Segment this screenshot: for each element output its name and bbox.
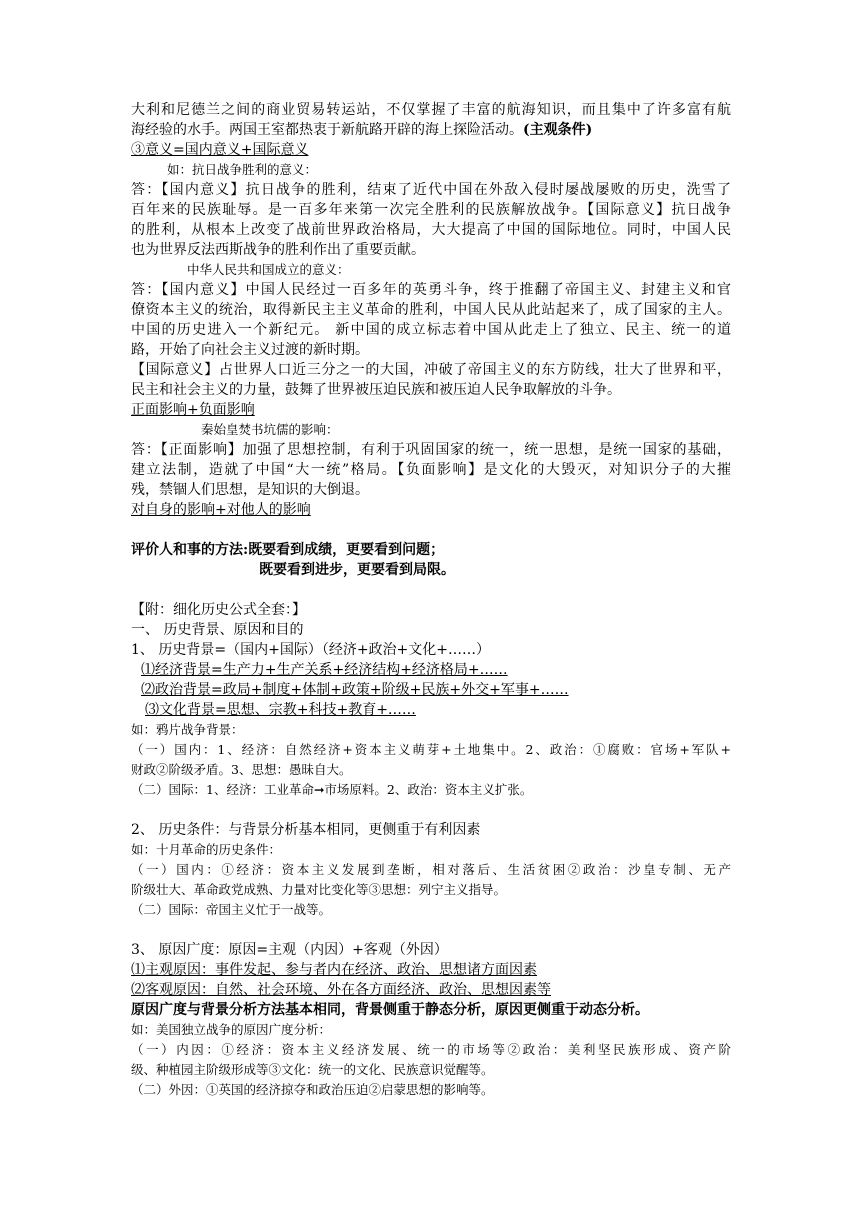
- answer-line: 路，开始了向社会主义过渡的新时期。: [131, 342, 369, 358]
- background-cultural: ⑶文化背景=思想、宗教+科技+教育+……: [145, 702, 416, 718]
- influence-formula-2: 对自身的影响+对他人的影响: [131, 502, 311, 518]
- example-heading: 如：抗日战争胜利的意义：: [167, 162, 318, 177]
- example-line: 财政②阶级矛盾。3、思想：愚昧自大。: [131, 762, 352, 777]
- example-heading: 如：鸦片战争背景：: [131, 722, 244, 737]
- answer-line: 答：【国内意义】抗日战争的胜利，结束了近代中国在外敌入侵时屡战屡败的历史，洗雪了: [131, 182, 731, 198]
- example-line: （一）国内：1、经济：自然经济+资本主义萌芽+土地集中。2、政治：①腐败：官场+军队+: [131, 742, 731, 757]
- example-line: （二）外因：①英国的经济掠夺和政治压迫②启蒙思想的影响等。: [131, 1082, 494, 1097]
- answer-line: 答：【国内意义】中国人民经过一百多年的英勇斗争，终于推翻了帝国主义、封建主义和官: [131, 282, 731, 298]
- background-economic: ⑴经济背景=生产力+生产关系+经济结构+经济格局+……: [141, 662, 508, 678]
- example-line: （一）内因：①经济：资本主义经济发展、统一的市场等②政治：美利坚民族形成、资产阶: [131, 1042, 731, 1057]
- answer-line: 【国际意义】占世界人口近三分之一的大国，冲破了帝国主义的东方防线，壮大了世界和平，: [131, 362, 731, 378]
- cause-note: 原因广度与背景分析方法基本相同，背景侧重于静态分析，原因更侧重于动态分析。: [131, 1002, 649, 1018]
- subjective-cause: ⑴主观原因：事件发起、参与者内在经济、政治、思想诸方面因素: [131, 962, 537, 978]
- example-line: （一）国内：①经济：资本主义发展到垄断，相对落后、生活贫困②政治：沙皇专制、无产: [131, 862, 731, 877]
- example-line: （二）国际：1、经济：工业革命➞市场原料。2、政治：资本主义扩张。: [131, 782, 533, 797]
- example-heading: 秦始皇焚书坑儒的影响：: [201, 422, 339, 437]
- example-line: 级、种植园主阶级形成等③文化：统一的文化、民族意识觉醒等。: [131, 1062, 494, 1077]
- subjective-condition-label: (主观条件): [523, 122, 593, 138]
- answer-line: 建立法制，造就了中国“大一统”格局。【负面影响】是文化的大毁灭，对知识分子的大摧: [131, 462, 731, 478]
- answer-line: 也为世界反法西斯战争的胜利作出了重要贡献。: [131, 242, 425, 258]
- paragraph-line: 大利和尼德兰之间的商业贸易转运站，不仅掌握了丰富的航海知识，而且集中了许多富有航: [131, 102, 731, 118]
- spacer: [131, 920, 731, 940]
- significance-formula: ③意义=国内意义+国际意义: [131, 142, 309, 158]
- evaluation-method-line: 评价人和事的方法:既要看到成绩，更要看到问题；: [131, 542, 445, 558]
- answer-line: 民主和社会主义的力量，鼓舞了世界被压迫民族和被压迫人民争取解放的斗争。: [131, 382, 621, 398]
- appendix-title: 【附：细化历史公式全套：】: [131, 602, 306, 618]
- answer-line: 中国的历史进入一个新纪元。 新中国的成立标志着中国从此走上了独立、民主、统一的道: [131, 322, 731, 338]
- answer-line: 答：【正面影响】加强了思想控制，有利于巩固国家的统一，统一思想，是统一国家的基础，: [131, 442, 731, 458]
- answer-line: 残，禁锢人们思想，是知识的大倒退。: [131, 482, 369, 498]
- item-heading: 1、 历史背景=（国内+国际）（经济+政治+文化+……）: [131, 642, 491, 658]
- answer-line: 僚资本主义的统治，取得新民主主义革命的胜利，中国人民从此站起来了，成了国家的主人。: [131, 302, 731, 318]
- answer-line: 的胜利，从根本上改变了战前世界政治格局，大大提高了中国的国际地位。同时，中国人民: [131, 222, 731, 238]
- influence-formula: 正面影响+负面影响: [131, 402, 255, 418]
- example-heading: 如：美国独立战争的原因广度分析：: [131, 1022, 332, 1037]
- spacer: [131, 800, 731, 820]
- item-heading: 3、 原因广度：原因=主观（内因）+客观（外因）: [131, 942, 448, 958]
- evaluation-method-line: 既要看到进步，更要看到局限。: [259, 562, 455, 578]
- spacer: [131, 580, 731, 600]
- section-heading: 一、 历史背景、原因和目的: [131, 622, 304, 638]
- document-page: [131, 100, 731, 1100]
- spacer: [131, 520, 731, 540]
- background-political: ⑵政治背景=政局+制度+体制+政策+阶级+民族+外交+军事+……: [141, 682, 569, 698]
- item-heading: 2、 历史条件：与背景分析基本相同，更侧重于有利因素: [131, 822, 481, 838]
- example-line: 阶级壮大、革命政党成熟、力量对比变化等③思想：列宁主义指导。: [131, 882, 507, 897]
- paragraph-line: [131, 120, 731, 140]
- example-line: （二）国际：帝国主义忙于一战等。: [131, 902, 332, 917]
- example-heading: 中华人民共和国成立的意义：: [187, 262, 350, 277]
- paragraph-text: 海经验的水手。两国王室都热衷于新航路开辟的海上探险活动。: [131, 122, 523, 138]
- objective-cause: ⑵客观原因：自然、社会环境、外在各方面经济、政治、思想因素等: [131, 982, 551, 998]
- example-heading: 如：十月革命的历史条件：: [131, 842, 282, 857]
- answer-line: 百年来的民族耻辱。是一百多年来第一次完全胜利的民族解放战争。【国际意义】抗日战争: [131, 202, 731, 218]
